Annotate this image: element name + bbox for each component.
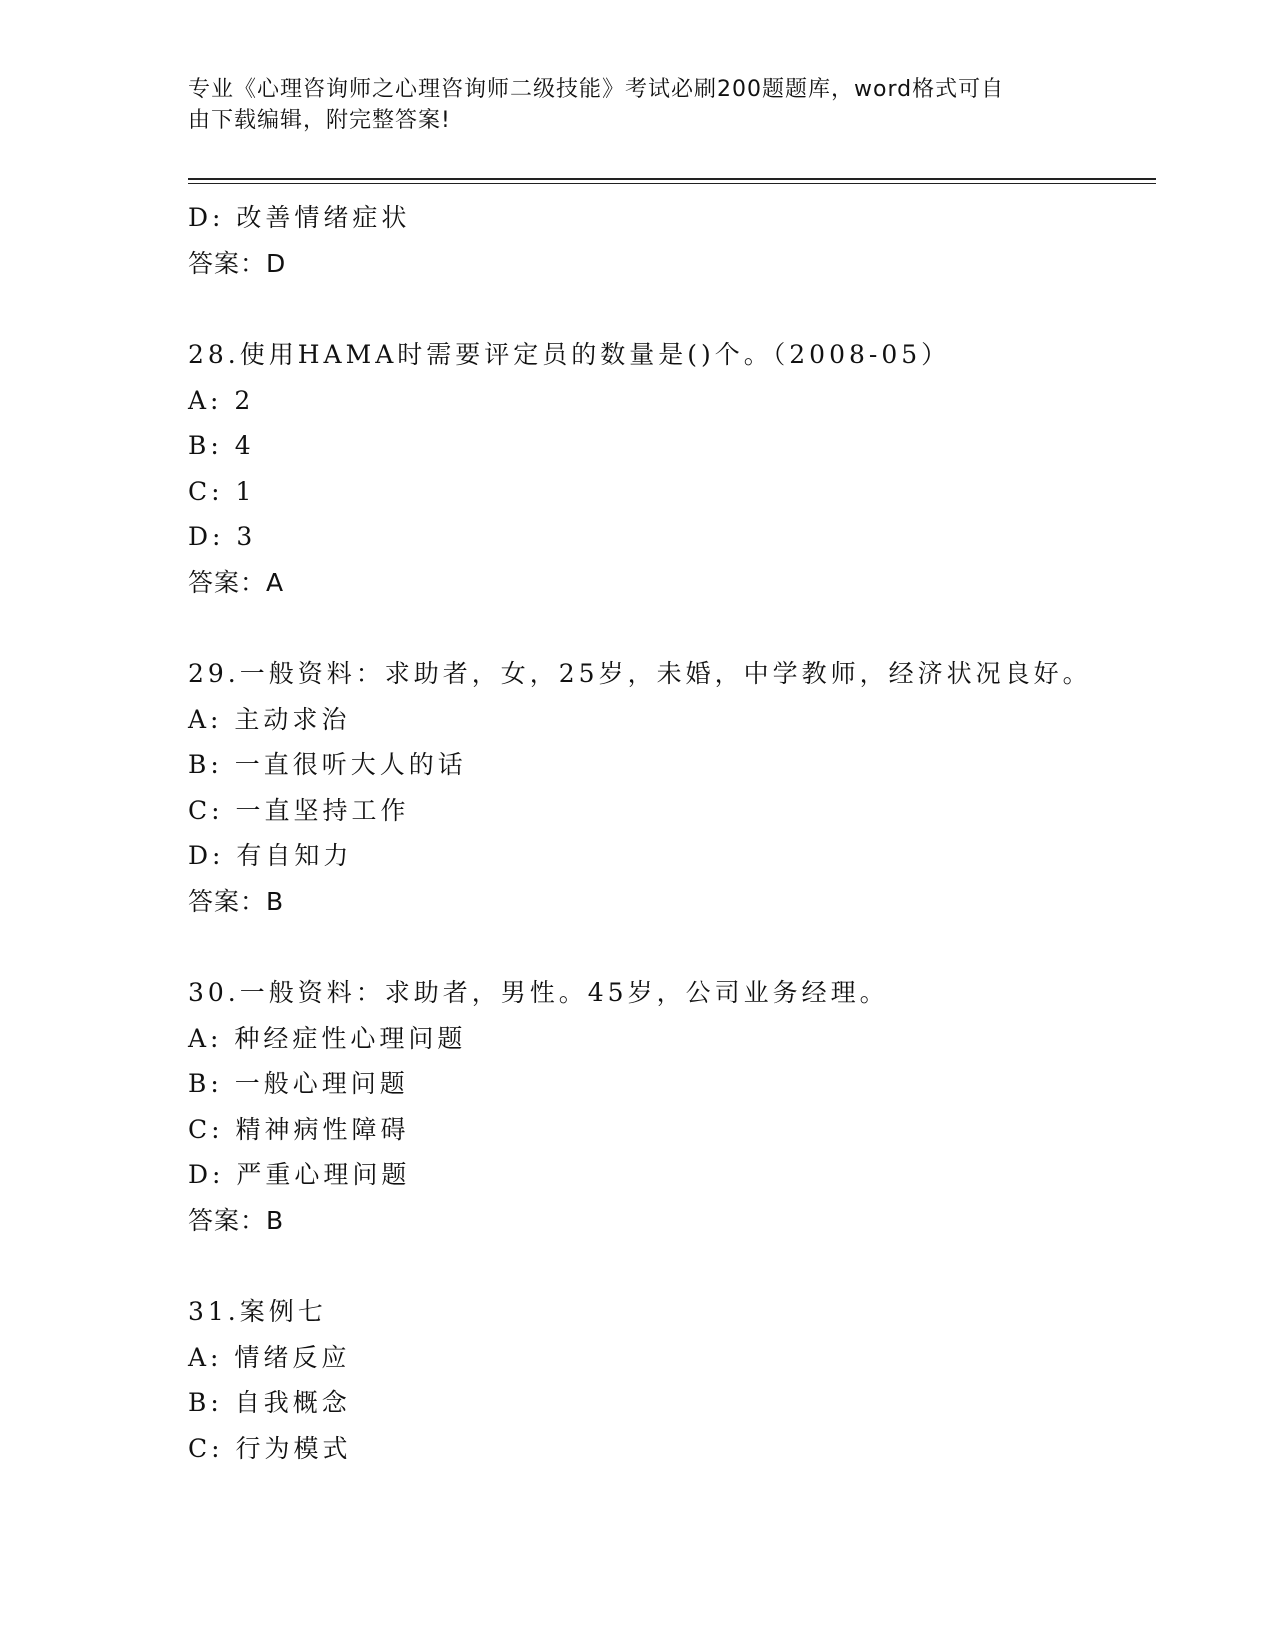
header-rule-thin (188, 183, 1156, 184)
spacer (188, 605, 1148, 651)
header-line-2: 由下载编辑，附完整答案! (188, 108, 451, 133)
answer: 答案：B (188, 1205, 285, 1235)
answer: 答案：B (188, 886, 285, 916)
question-stem: 29.一般资料：求助者，女，25岁，未婚，中学教师，经济状况良好。 (188, 659, 1092, 688)
option-b: B: 一般心理问题 (188, 1069, 409, 1098)
answer: 答案：A (188, 567, 285, 597)
question-29 (188, 651, 1148, 924)
question-stem: 31.案例七 (188, 1297, 327, 1326)
question-30 (188, 970, 1148, 1243)
question-27-answer: 答案：D (188, 248, 287, 278)
option-b: B: 自我概念 (188, 1388, 351, 1417)
question-28 (188, 332, 1148, 605)
question-stem: 28.使用HAMA时需要评定员的数量是()个。（2008-05） (188, 340, 951, 369)
option-c: C: 行为模式 (188, 1433, 352, 1463)
document-header (188, 74, 1068, 136)
option-c: C: 精神病性障碍 (188, 1114, 410, 1144)
option-d: D: 有自知力 (188, 841, 353, 870)
question-stem: 30.一般资料：求助者，男性。45岁，公司业务经理。 (188, 978, 889, 1007)
question-list (188, 195, 1148, 1471)
header-rule-thick (188, 178, 1156, 180)
option-b: B: 4 (188, 431, 255, 460)
option-a: A: 2 (188, 385, 255, 415)
option-a: A: 种经症性心理问题 (188, 1023, 467, 1053)
spacer (188, 286, 1148, 332)
question-31 (188, 1289, 1148, 1471)
option-a: A: 情绪反应 (188, 1342, 351, 1372)
option-c: C: 一直坚持工作 (188, 795, 410, 825)
spacer (188, 924, 1148, 970)
header-line-1: 专业《心理咨询师之心理咨询师二级技能》考试必刷200题题库，word格式可自 (188, 77, 1005, 102)
option-d: D: 严重心理问题 (188, 1160, 411, 1189)
spacer (188, 1243, 1148, 1289)
option-a: A: 主动求治 (188, 704, 351, 734)
option-c: C: 1 (188, 476, 256, 506)
question-27-option-d: D: 改善情绪症状 (188, 203, 411, 232)
option-b: B: 一直很听大人的话 (188, 750, 467, 779)
option-d: D: 3 (188, 522, 257, 551)
